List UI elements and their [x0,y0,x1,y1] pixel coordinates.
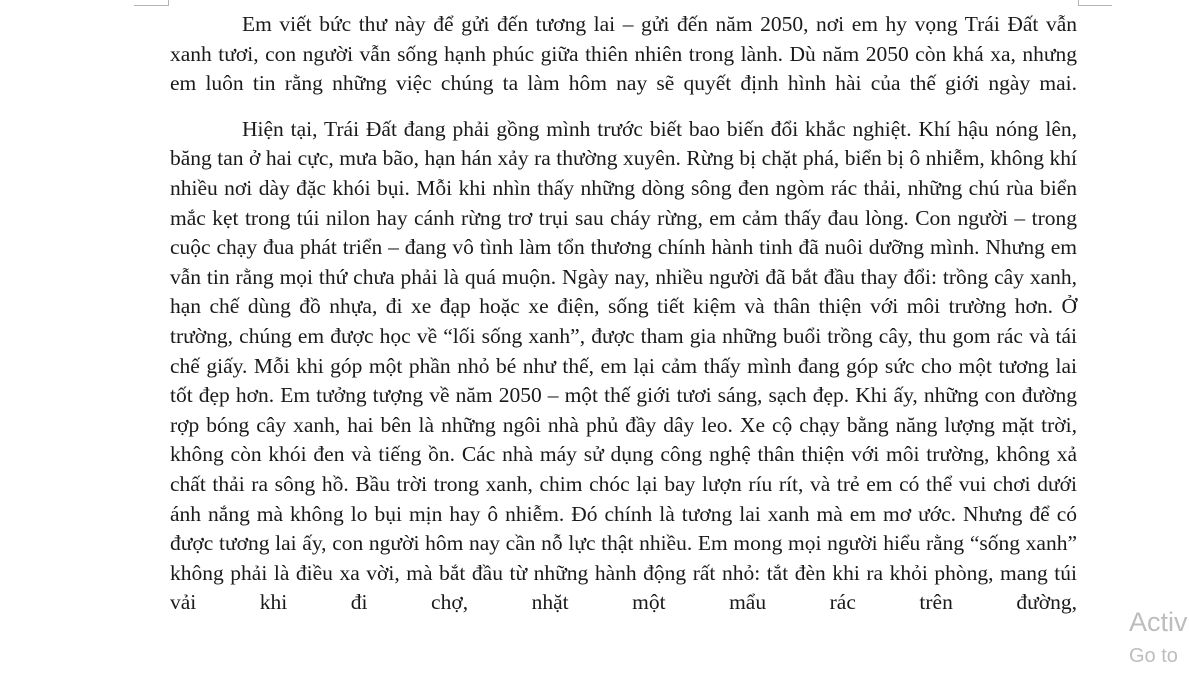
activation-watermark [1129,605,1188,669]
crop-mark-top-right-vertical [1078,0,1079,6]
crop-mark-top-left-horizontal [134,5,168,6]
watermark-line-1: Activ [1129,607,1188,637]
document-body[interactable] [170,10,1077,618]
crop-mark-top-left-vertical [168,0,169,6]
crop-mark-top-right-horizontal [1078,5,1112,6]
paragraph-intro[interactable]: Em viết bức thư này để gửi đến tương lai – gửi đến năm 2050, nơi em hy vọng Trái Đất vẫn xanh tươi, con người vẫn sống hạnh phúc giữa thiên nhiên trong lành. Dù năm 2050 còn khá xa, nhưng em luôn tin rằng những việc chúng ta làm hôm nay sẽ quyết định hình hài của thế giới ngày mai. [170,12,1077,96]
paragraph-present-and-future[interactable]: Hiện tại, Trái Đất đang phải gồng mình trước biết bao biến đổi khắc nghiệt. Khí hậu nóng lên, băng tan ở hai cực, mưa bão, hạn hán xảy ra thường xuyên. Rừng bị chặt phá, biển bị ô nhiễm, không khí nhiều nơi dày đặc khói bụi. Mỗi khi nhìn thấy những dòng sông đen ngòm rác thải, những chú rùa biển mắc kẹt trong túi nilon hay cánh rừng trơ trụi sau cháy rừng, em cảm thấy đau lòng. Con người – trong cuộc chạy đua phát triển – đang vô tình làm tổn thương chính hành tinh đã nuôi dưỡng mình. Nhưng em vẫn tin rằng mọi thứ chưa phải là quá muộn. Ngày nay, nhiều người đã bắt đầu thay đổi: trồng cây xanh, hạn chế dùng đồ nhựa, đi xe đạp hoặc xe điện, sống tiết kiệm và thân thiện với môi trường hơn. Ở trường, chúng em được học về “lối sống xanh”, được tham gia những buổi trồng cây, thu gom rác và tái chế giấy. Mỗi khi góp một phần nhỏ bé như thế, em lại cảm thấy mình đang góp sức cho một tương lai tốt đẹp hơn. Em tưởng tượng về năm 2050 – một thế giới tươi sáng, sạch đẹp. Khi ấy, những con đường rợp bóng cây xanh, hai bên là những ngôi nhà phủ đầy dây leo. Xe cộ chạy bằng năng lượng mặt trời, không còn khói đen và tiếng ồn. Các nhà máy sử dụng công nghệ thân thiện với môi trường, không xả chất thải ra sông hồ. Bầu trời trong xanh, chim chóc lại bay lượn ríu rít, và trẻ em có thể vui chơi dưới ánh nắng mà không lo bụi mịn hay ô nhiễm. Đó chính là tương lai xanh mà em mơ ước. Nhưng để có được tương lai ấy, con người hôm nay cần nỗ lực thật nhiều. Em mong mọi người hiểu rằng “sống xanh” không phải là điều xa vời, mà bắt đầu từ những hành động rất nhỏ: tắt đèn khi ra khỏi phòng, mang túi vải khi đi chợ, nhặt một mẩu rác trên đường, [170,116,1077,615]
watermark-line-2: Go to [1129,645,1178,667]
